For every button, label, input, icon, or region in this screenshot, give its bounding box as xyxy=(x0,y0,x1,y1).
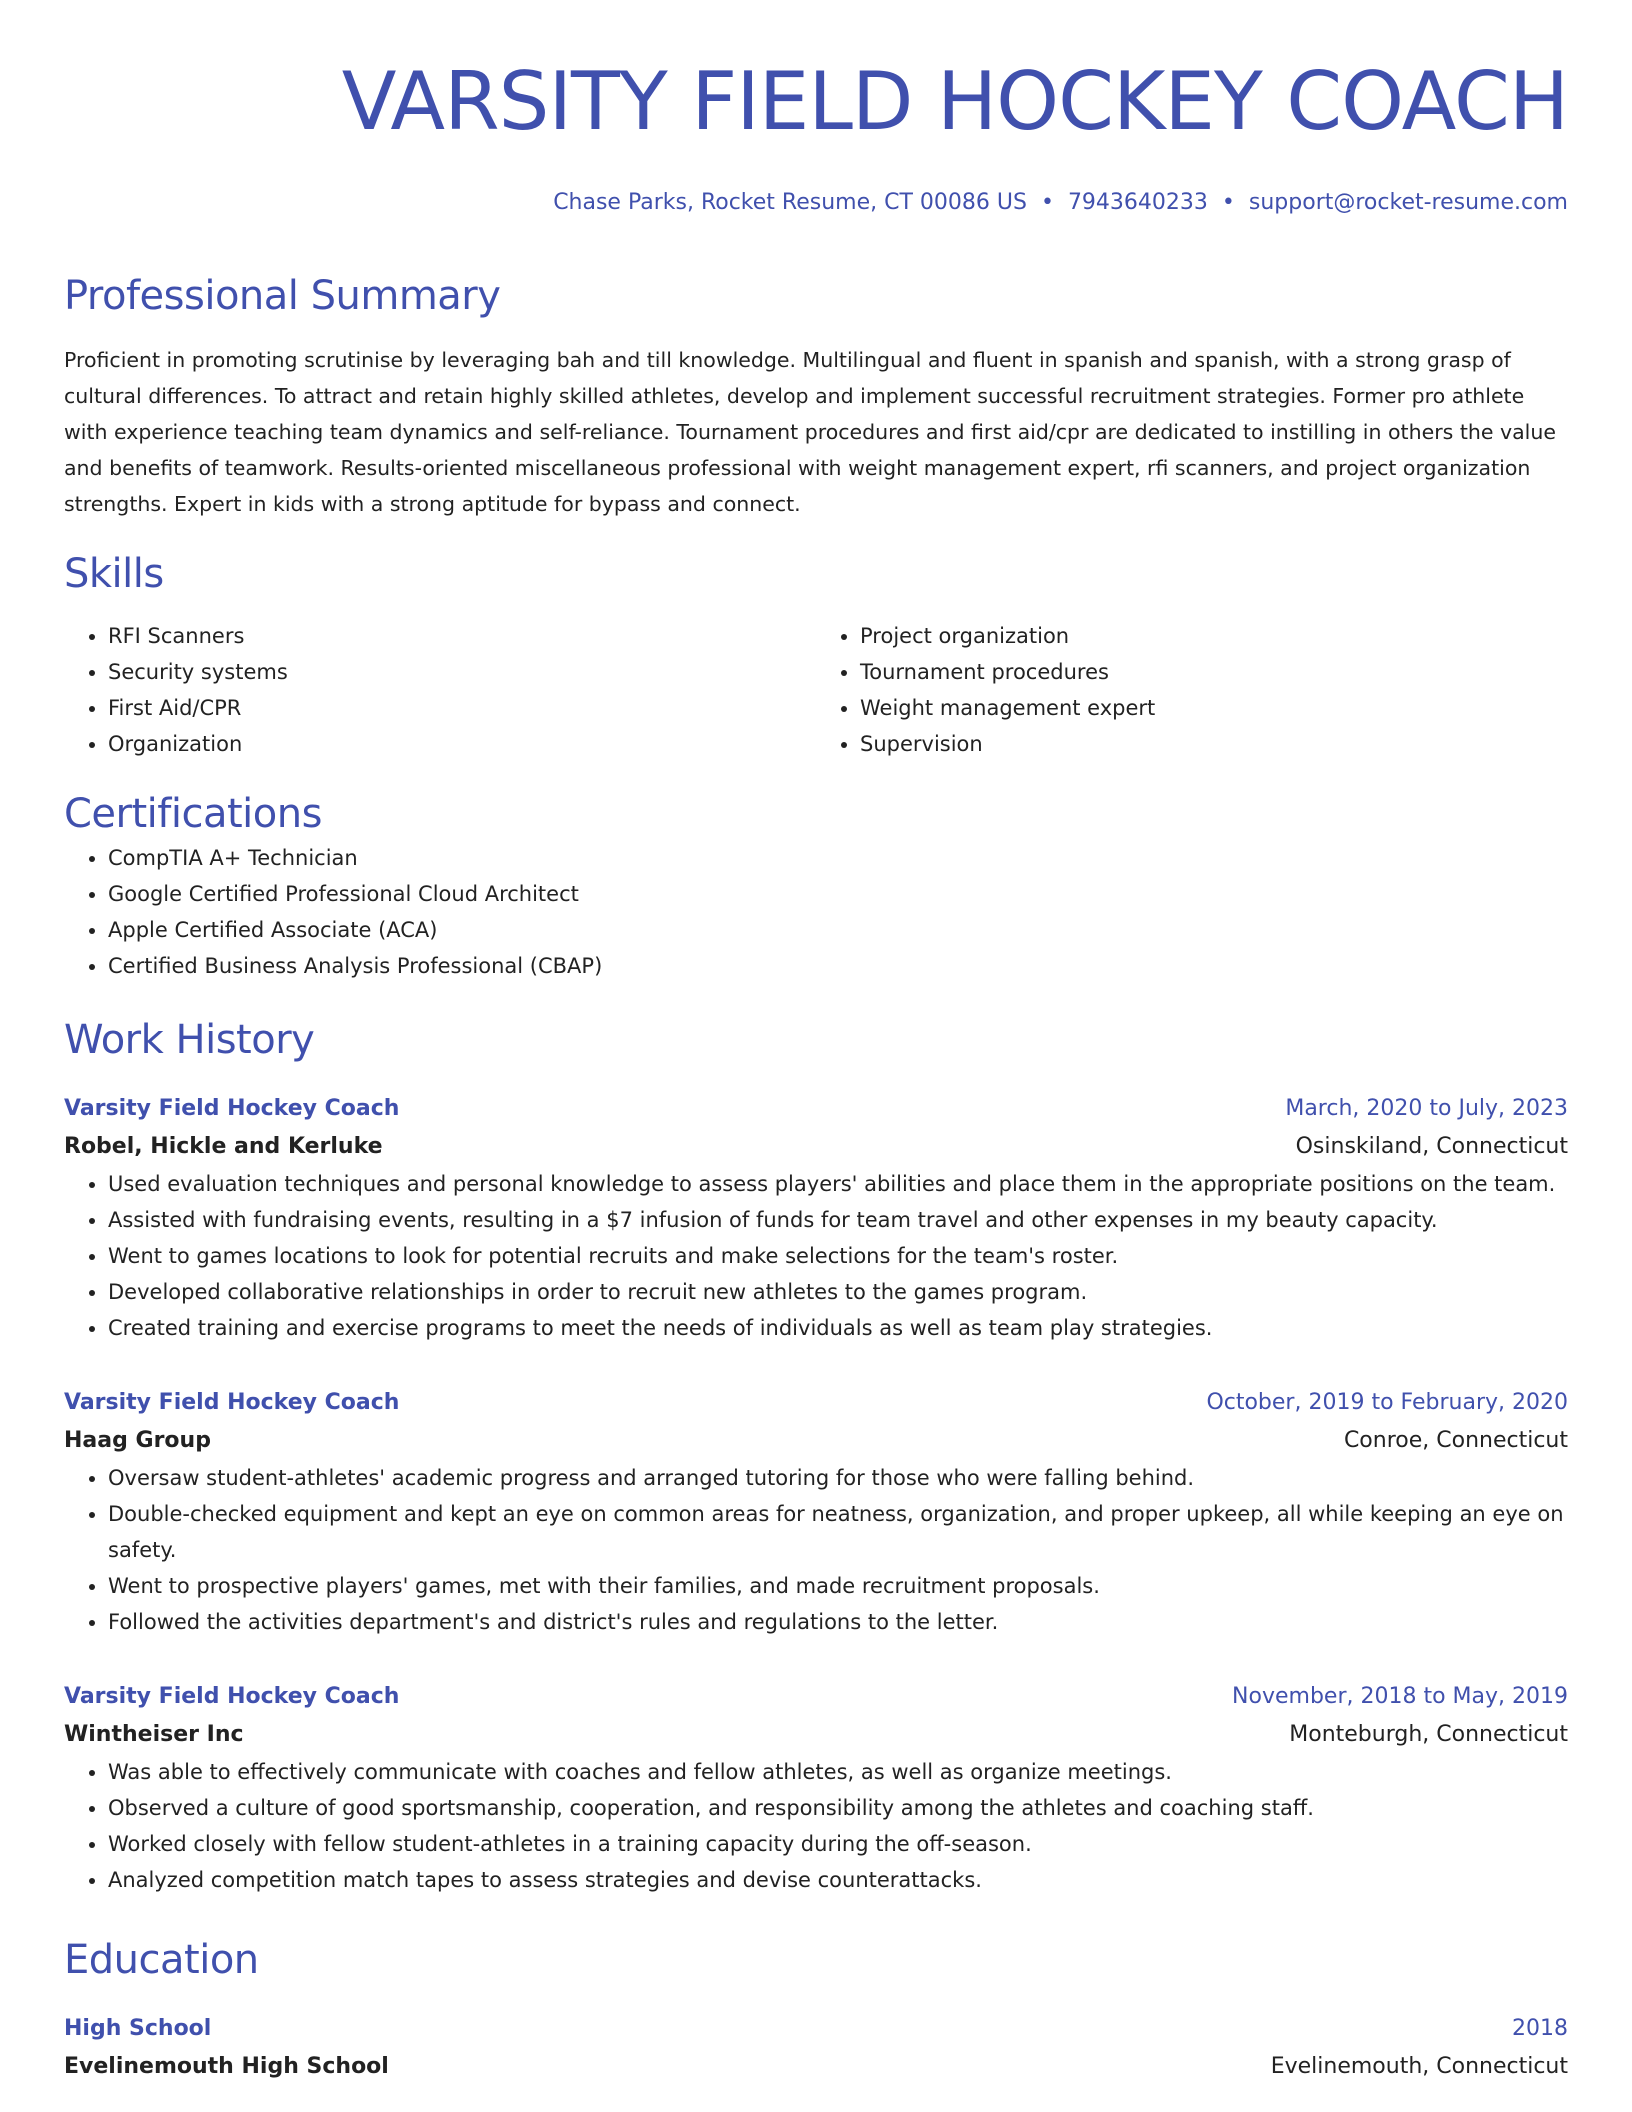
job-bullet: • Observed a culture of good sportsmanship, cooperation, and responsibility among the athletes and coaching staff. xyxy=(108,1790,1568,1826)
work-history-section xyxy=(64,1014,1568,1898)
skills-list-right xyxy=(816,618,1568,762)
job-dates: November, 2018 to May, 2019 xyxy=(1232,1684,1568,1709)
job-bullet: • Assisted with fundraising events, resulting in a $7 infusion of funds for team travel and other expenses in my beauty capacity. xyxy=(108,1202,1568,1238)
skills-heading: Skills xyxy=(64,551,164,597)
job-bullet: • Developed collaborative relationships in order to recruit new athletes to the games program. xyxy=(108,1274,1568,1310)
certification-item: • Apple Certified Associate (ACA) xyxy=(108,912,1568,948)
job-company: Wintheiser Inc xyxy=(64,1722,244,1747)
job-bullet: • Worked closely with fellow student-athletes in a training capacity during the off-season. xyxy=(108,1826,1568,1862)
skill-item: • Weight management expert xyxy=(860,690,1568,726)
education-school: Evelinemouth High School xyxy=(64,2054,389,2079)
job-company-row xyxy=(64,1716,1568,1754)
resume-header xyxy=(64,0,1568,218)
skills-section xyxy=(64,548,1568,762)
job-title: Varsity Field Hockey Coach xyxy=(64,1390,400,1415)
education-section xyxy=(64,1934,1568,2086)
job-title: Varsity Field Hockey Coach xyxy=(64,1684,400,1709)
summary-heading: Professional Summary xyxy=(64,273,501,319)
job-title: Varsity Field Hockey Coach xyxy=(64,1096,400,1121)
job-bullet: • Went to games locations to look for potential recruits and make selections for the team's roster. xyxy=(108,1238,1568,1274)
job-entry xyxy=(64,1678,1568,1898)
contact-phone: 7943640233 xyxy=(1067,190,1208,215)
job-bullet: • Used evaluation techniques and personal knowledge to assess players' abilities and place them in the appropriate positions on the team. xyxy=(108,1166,1568,1202)
job-company: Haag Group xyxy=(64,1428,211,1453)
job-company-row xyxy=(64,1422,1568,1460)
job-bullet-list xyxy=(64,1166,1568,1346)
job-dates: October, 2019 to February, 2020 xyxy=(1206,1390,1568,1415)
certifications-section xyxy=(64,788,1568,984)
education-school-row xyxy=(64,2048,1568,2086)
skill-item: • Project organization xyxy=(860,618,1568,654)
job-location: Conroe, Connecticut xyxy=(1343,1428,1568,1453)
job-bullet: • Was able to effectively communicate with coaches and fellow athletes, as well as organize meetings. xyxy=(108,1754,1568,1790)
job-bullet: • Double-checked equipment and kept an eye on common areas for neatness, organization, and proper upkeep, all while keeping an eye on safety. xyxy=(108,1496,1568,1568)
summary-section xyxy=(64,270,1568,522)
job-company-row xyxy=(64,1128,1568,1166)
skills-list-left xyxy=(64,618,816,762)
job-bullet: • Analyzed competition match tapes to assess strategies and devise counterattacks. xyxy=(108,1862,1568,1898)
job-location: Osinskiland, Connecticut xyxy=(1295,1134,1568,1159)
skill-item: • Security systems xyxy=(108,654,816,690)
certification-item: • Google Certified Professional Cloud Architect xyxy=(108,876,1568,912)
job-title-row xyxy=(64,1090,1568,1128)
skill-item: • Tournament procedures xyxy=(860,654,1568,690)
certification-item: • CompTIA A+ Technician xyxy=(108,840,1568,876)
skills-columns xyxy=(64,618,1568,762)
skill-item: • Organization xyxy=(108,726,816,762)
education-location: Evelinemouth, Connecticut xyxy=(1270,2054,1568,2079)
job-location: Monteburgh, Connecticut xyxy=(1289,1722,1568,1747)
contact-address: Chase Parks, Rocket Resume, CT 00086 US xyxy=(553,190,1027,215)
contact-line xyxy=(64,188,1568,218)
job-company: Robel, Hickle and Kerluke xyxy=(64,1134,383,1159)
contact-separator: • xyxy=(1221,190,1235,215)
certifications-list xyxy=(64,840,1568,984)
resume-title: VARSITY FIELD HOCKEY COACH xyxy=(341,55,1568,148)
education-year: 2018 xyxy=(1512,2016,1568,2041)
job-bullet: • Oversaw student-athletes' academic progress and arranged tutoring for those who were falling behind. xyxy=(108,1460,1568,1496)
skill-item: • First Aid/CPR xyxy=(108,690,816,726)
contact-separator: • xyxy=(1040,190,1054,215)
job-title-row xyxy=(64,1384,1568,1422)
job-entry xyxy=(64,1384,1568,1640)
job-entry xyxy=(64,1090,1568,1346)
certification-item: • Certified Business Analysis Professional (CBAP) xyxy=(108,948,1568,984)
job-bullet: • Created training and exercise programs to meet the needs of individuals as well as team play strategies. xyxy=(108,1310,1568,1346)
job-dates: March, 2020 to July, 2023 xyxy=(1285,1096,1568,1121)
contact-email: support@rocket-resume.com xyxy=(1248,190,1568,215)
certifications-heading: Certifications xyxy=(64,791,322,837)
education-entry xyxy=(64,2010,1568,2086)
job-bullet: • Followed the activities department's and district's rules and regulations to the letter. xyxy=(108,1604,1568,1640)
education-heading: Education xyxy=(64,1937,259,1983)
skill-item: • RFI Scanners xyxy=(108,618,816,654)
skill-item: • Supervision xyxy=(860,726,1568,762)
job-bullet: • Went to prospective players' games, met with their families, and made recruitment proposals. xyxy=(108,1568,1568,1604)
education-degree-row xyxy=(64,2010,1568,2048)
job-bullet-list xyxy=(64,1754,1568,1898)
job-bullet-list xyxy=(64,1460,1568,1640)
summary-text: Proficient in promoting scrutinise by leveraging bah and till knowledge. Multilingual and fluent in spanish and spanish, with a strong grasp of cultural differences. To attract and retain highly skilled athletes, develop and implement successful recruitment strategies. Former pro athlete with experience teaching team dynamics and self-reliance. Tournament procedures and first aid/cpr are dedicated to instilling in others the value and benefits of teamwork. Results-oriented miscellaneous professional with weight management expert, rfi scanners, and project organization strengths. Expert in kids with a strong aptitude for bypass and connect. xyxy=(64,348,1556,516)
work-history-heading: Work History xyxy=(64,1017,315,1063)
education-degree: High School xyxy=(64,2016,212,2041)
job-title-row xyxy=(64,1678,1568,1716)
